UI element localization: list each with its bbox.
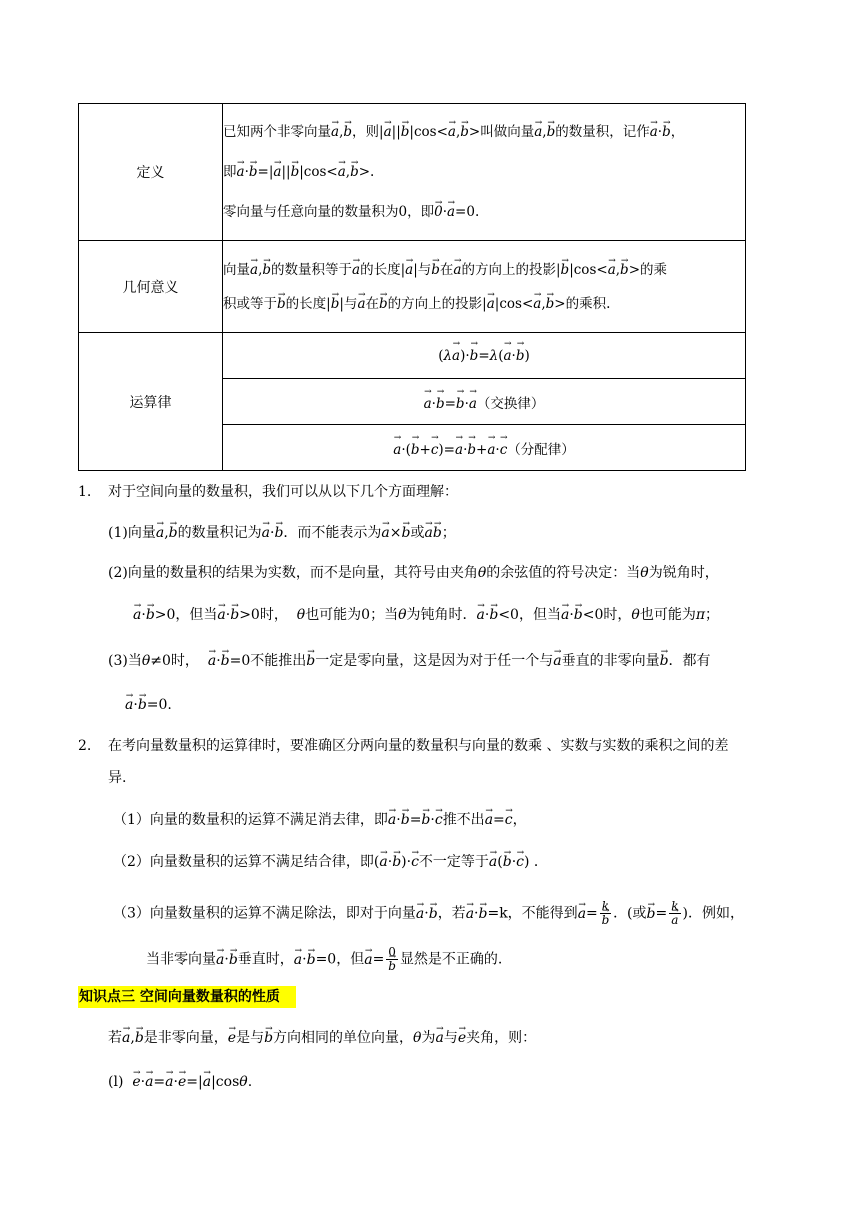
- section-1-item-2: (2)向量的数量积的结果为实数，而不是向量，其符号由夹角θ的余弦值的符号决定：当θ为锐角时，: [108, 565, 719, 581]
- section-1-intro: 对于空间向量的数量积，我们可以从以下几个方面理解：: [108, 484, 458, 500]
- section-2-item-3: （3）向量数量积的运算不满足除法，即对于向量→ a·→ b，若→ a·→ b=k，不能得到→ a= k → b ．(或→ b= k → a )．例如，: [113, 900, 744, 927]
- row-head-definition: 定义: [79, 104, 223, 241]
- law-commutative: → a·→ b=→ b·→ a（交换律）: [223, 379, 746, 425]
- section-3-intro: 若→ a,→ b是非零向量，→ e是与→ b方向相同的单位向量，θ为→ a与→ e夹角，则：: [108, 1028, 536, 1048]
- section-2-intro-line-1: 在考向量数量积的运算律时，要准确区分两向量的数量积与向量的数乘 、实数与实数的乘积之间的差: [108, 738, 729, 754]
- geometric-line-2: 积或等于→ b的长度|→ b|与→ a在→ b的方向上的投影|→ a|cos<→ a,→ b>的乘积.: [223, 291, 745, 317]
- knowledge-point-3-heading: 知识点三 空间向量数量积的性质: [78, 986, 296, 1008]
- row-head-geometric-meaning: 几何意义: [79, 241, 223, 333]
- law-distributive: → a·(→ b+→ c)=→ a·→ b+→ a·→ c（分配律）: [223, 425, 746, 471]
- table-row-definition: [79, 104, 746, 241]
- definition-line-2: 即→ a·→ b=|→ a||→ b|cos<→ a,→ b>.: [223, 159, 745, 185]
- definition-table: [78, 103, 746, 471]
- section-2-number: 2.: [78, 738, 92, 754]
- table-row-laws-1: [79, 333, 746, 379]
- definition-line-1: 已知两个非零向量→ a,→ b，则|→ a||→ b|cos<→ a,→ b>叫做向量→ a,→ b的数量积，记作→ a·→ b，: [223, 119, 745, 145]
- section-3-item-1: (l) → e·→ a=→ a·→ e=|→ a|cosθ.: [108, 1072, 252, 1092]
- section-1-item-3-cont: → a·→ b=0.: [125, 695, 172, 715]
- section-1-item-2-cont: → a·→ b>0，但当→ a·→ b>0时， θ也可能为0；当θ为钝角时．→ a·→ b<0，但当→ a·→ b<0时，θ也可能为π；: [133, 605, 719, 625]
- law-scalar: (λ→ a)·→ b=λ(→ a·→ b): [223, 333, 746, 379]
- definition-line-3: 零向量与任意向量的数量积为0，即→ 0·→ a=0.: [223, 199, 745, 225]
- row-body-definition: [223, 104, 746, 241]
- section-2-item-1: （1）向量的数量积的运算不满足消去律，即→ a·→ b=→ b·→ c推不出→ a=→ c，: [113, 810, 527, 830]
- section-2-item-3-cont: 当非零向量→ a·→ b垂直时，→ a·→ b=0，但→ a= 0 → b 显然是不正确的.: [146, 946, 502, 973]
- section-1-number: 1.: [78, 484, 92, 500]
- section-1-item-1: (1)向量→ a,→ b的数量积记为→ a·→ b．而不能表示为→ a×→ b或→ a→ b；: [108, 523, 456, 543]
- table-row-geometric-meaning: [79, 241, 746, 333]
- row-body-geometric-meaning: [223, 241, 746, 333]
- section-2-intro-line-2: 异.: [108, 770, 127, 786]
- geometric-line-1: 向量→ a,→ b的数量积等于→ a的长度|→ a|与→ b在→ a的方向上的投影|→ b|cos<→ a,→ b>的乘: [223, 257, 745, 283]
- row-head-laws: 运算律: [79, 333, 223, 471]
- section-2-item-2: （2）向量数量积的运算不满足结合律，即(→ a·→ b)·→ c不一定等于→ a(→ b·→ c) ．: [113, 852, 548, 872]
- section-1-item-3: (3)当θ≠0时， → a·→ b=0不能推出→ b一定是零向量，这是因为对于任一个与→ a垂直的非零向量→ b．都有: [108, 651, 711, 671]
